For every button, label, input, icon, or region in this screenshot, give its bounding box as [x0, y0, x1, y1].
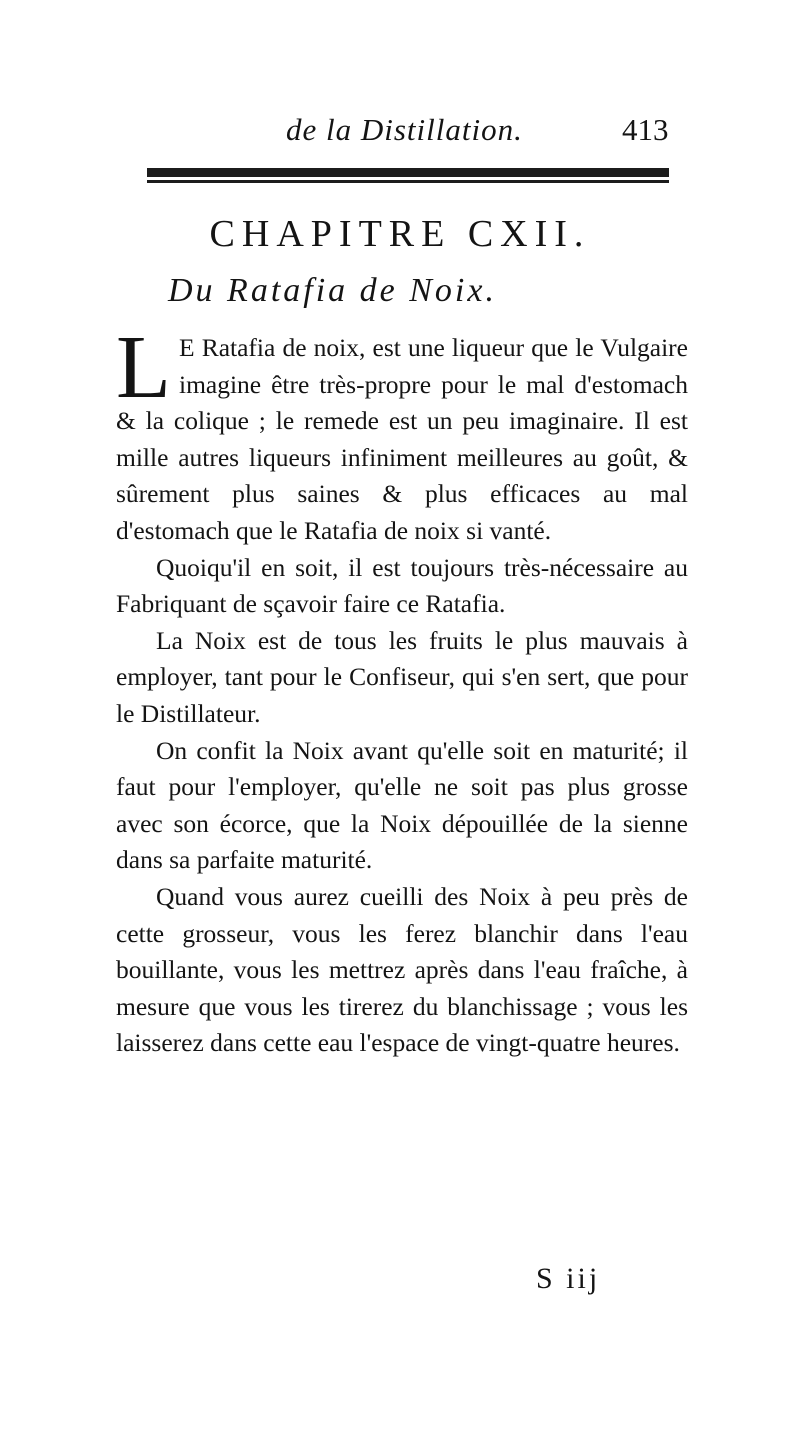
paragraph-1 [116, 318, 688, 550]
header-rule-thin [147, 180, 669, 183]
drop-cap: L [116, 318, 171, 417]
page-number: 413 [622, 112, 669, 147]
paragraph-2: Quoiqu'il en soit, il est toujours très-nécessaire au Fabriquant de sçavoir faire ce Ratafia. [116, 552, 688, 619]
paragraph-1-text: E Ratafia de noix, est une liqueur que le Vulgaire imagine être très-propre pour le mal d'estomach & la colique ; le remede est un peu imaginaire. Il est mille autres liqueurs infiniment meilleures au goût, & sûrement plus saines & plus efficaces au mal d'estomach que le Ratafia de noix si vanté. [116, 333, 688, 545]
chapter-heading: CHAPITRE CXII. [209, 213, 591, 255]
chapter-subtitle: Du Ratafia de Noix. [168, 272, 497, 309]
paragraph-4: On confit la Noix avant qu'elle soit en maturité; il faut pour l'employer, qu'elle ne soit pas plus grosse avec son écorce, que la Noix dépouillée de la sienne dans sa parfaite maturité. [116, 735, 688, 875]
running-title: de la Distillation. [286, 112, 523, 147]
paragraph-5: Quand vous aurez cueilli des Noix à peu près de cette grosseur, vous les ferez blanchir dans l'eau bouillante, vous les mettrez après dans l'eau fraîche, à mesure que vous les tirerez du blanchissage ; vous les laisserez dans cette eau l'espace de vingt-quatre heures. [116, 881, 688, 1058]
signature-mark: S iij [536, 1262, 601, 1295]
body-text [116, 318, 688, 1062]
header-rule-thick [147, 168, 669, 177]
paragraph-3: La Noix est de tous les fruits le plus mauvais à employer, tant pour le Confiseur, qui s'en sert, que pour le Distillateur. [116, 625, 688, 728]
